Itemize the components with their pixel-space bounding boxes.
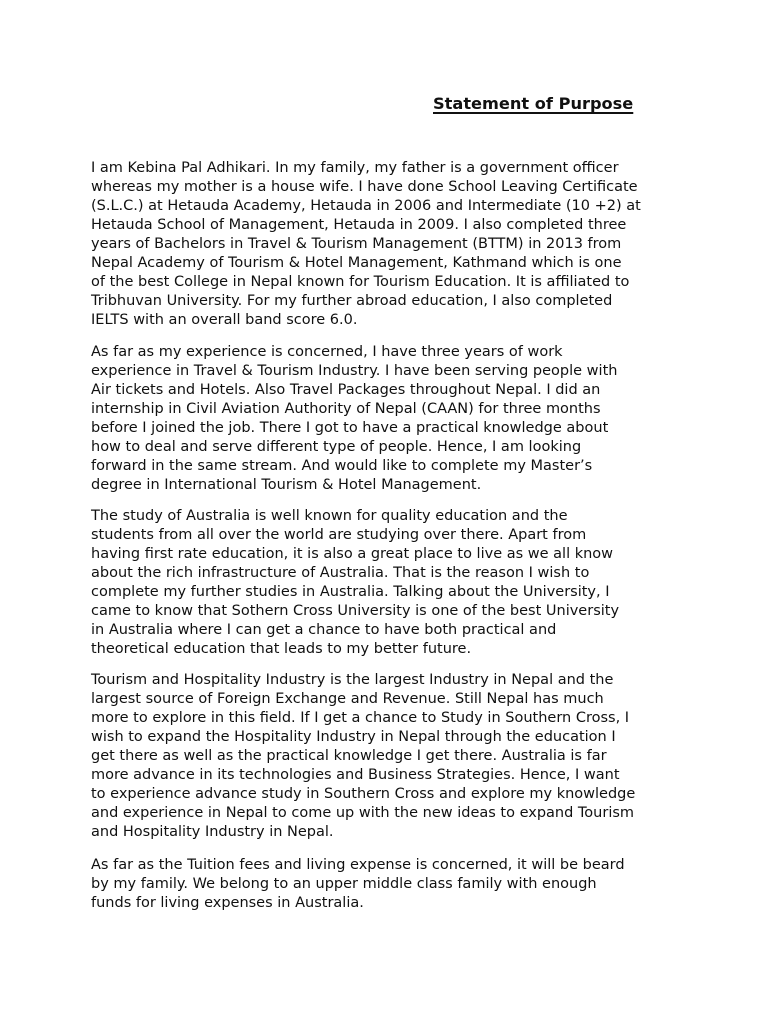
text-line: having first rate education, it is also a great place to live as we all know (91, 546, 614, 562)
text-line: Nepal Academy of Tourism & Hotel Management, Kathmand which is one (91, 255, 622, 271)
text-line: how to deal and serve different type of people. Hence, I am looking (91, 439, 582, 455)
page-title: Statement of Purpose (433, 94, 634, 113)
text-line: before I joined the job. There I got to have a practical knowledge about (91, 420, 609, 436)
text-line: more advance in its technologies and Business Strategies. Hence, I want (91, 767, 620, 783)
paragraph-experience (91, 343, 617, 495)
text-line: forward in the same stream. And would like to complete my Master’s (91, 458, 593, 474)
text-line: about the rich infrastructure of Australia. That is the reason I wish to (91, 565, 590, 581)
text-line: and Hospitality Industry in Nepal. (91, 824, 334, 840)
text-line: I am Kebina Pal Adhikari. In my family, my father is a government officer (91, 160, 619, 176)
text-line: Air tickets and Hotels. Also Travel Packages throughout Nepal. I did an (91, 382, 601, 398)
text-line: whereas my mother is a house wife. I have done School Leaving Certificate (91, 179, 638, 195)
paragraph-australia (91, 507, 619, 659)
paragraph-funding (91, 856, 625, 913)
paragraph-tourism-industry (91, 671, 635, 842)
text-line: theoretical education that leads to my better future. (91, 641, 472, 657)
text-line: As far as the Tuition fees and living expense is concerned, it will be beard (91, 857, 625, 873)
text-line: complete my further studies in Australia. Talking about the University, I (91, 584, 610, 600)
text-line: Tourism and Hospitality Industry is the largest Industry in Nepal and the (91, 672, 614, 688)
text-line: wish to expand the Hospitality Industry in Nepal through the education I (91, 729, 616, 745)
text-line: to experience advance study in Southern Cross and explore my knowledge (91, 786, 636, 802)
text-line: of the best College in Nepal known for Tourism Education. It is affiliated to (91, 274, 630, 290)
text-line: and experience in Nepal to come up with the new ideas to expand Tourism (91, 805, 635, 821)
paragraph-introduction (91, 159, 641, 330)
text-line: internship in Civil Aviation Authority of Nepal (CAAN) for three months (91, 401, 601, 417)
text-line: more to explore in this field. If I get a chance to Study in Southern Cross, I (91, 710, 630, 726)
text-line: Tribhuvan University. For my further abroad education, I also completed (91, 293, 613, 309)
text-line: (S.L.C.) at Hetauda Academy, Hetauda in 2006 and Intermediate (10 +2) at (91, 198, 641, 214)
text-line: in Australia where I can get a chance to have both practical and (91, 622, 557, 638)
text-line: IELTS with an overall band score 6.0. (91, 312, 358, 328)
text-line: experience in Travel & Tourism Industry. I have been serving people with (91, 363, 618, 379)
text-line: largest source of Foreign Exchange and Revenue. Still Nepal has much (91, 691, 604, 707)
text-line: get there as well as the practical knowledge I get there. Australia is far (91, 748, 607, 764)
text-line: Hetauda School of Management, Hetauda in 2009. I also completed three (91, 217, 627, 233)
text-line: degree in International Tourism & Hotel Management. (91, 477, 482, 493)
text-line: by my family. We belong to an upper middle class family with enough (91, 876, 597, 892)
text-line: As far as my experience is concerned, I have three years of work (91, 344, 563, 360)
text-line: years of Bachelors in Travel & Tourism Management (BTTM) in 2013 from (91, 236, 622, 252)
text-line: students from all over the world are studying over there. Apart from (91, 527, 587, 543)
text-line: came to know that Sothern Cross University is one of the best University (91, 603, 620, 619)
text-line: The study of Australia is well known for quality education and the (91, 508, 568, 524)
text-line: funds for living expenses in Australia. (91, 895, 364, 911)
